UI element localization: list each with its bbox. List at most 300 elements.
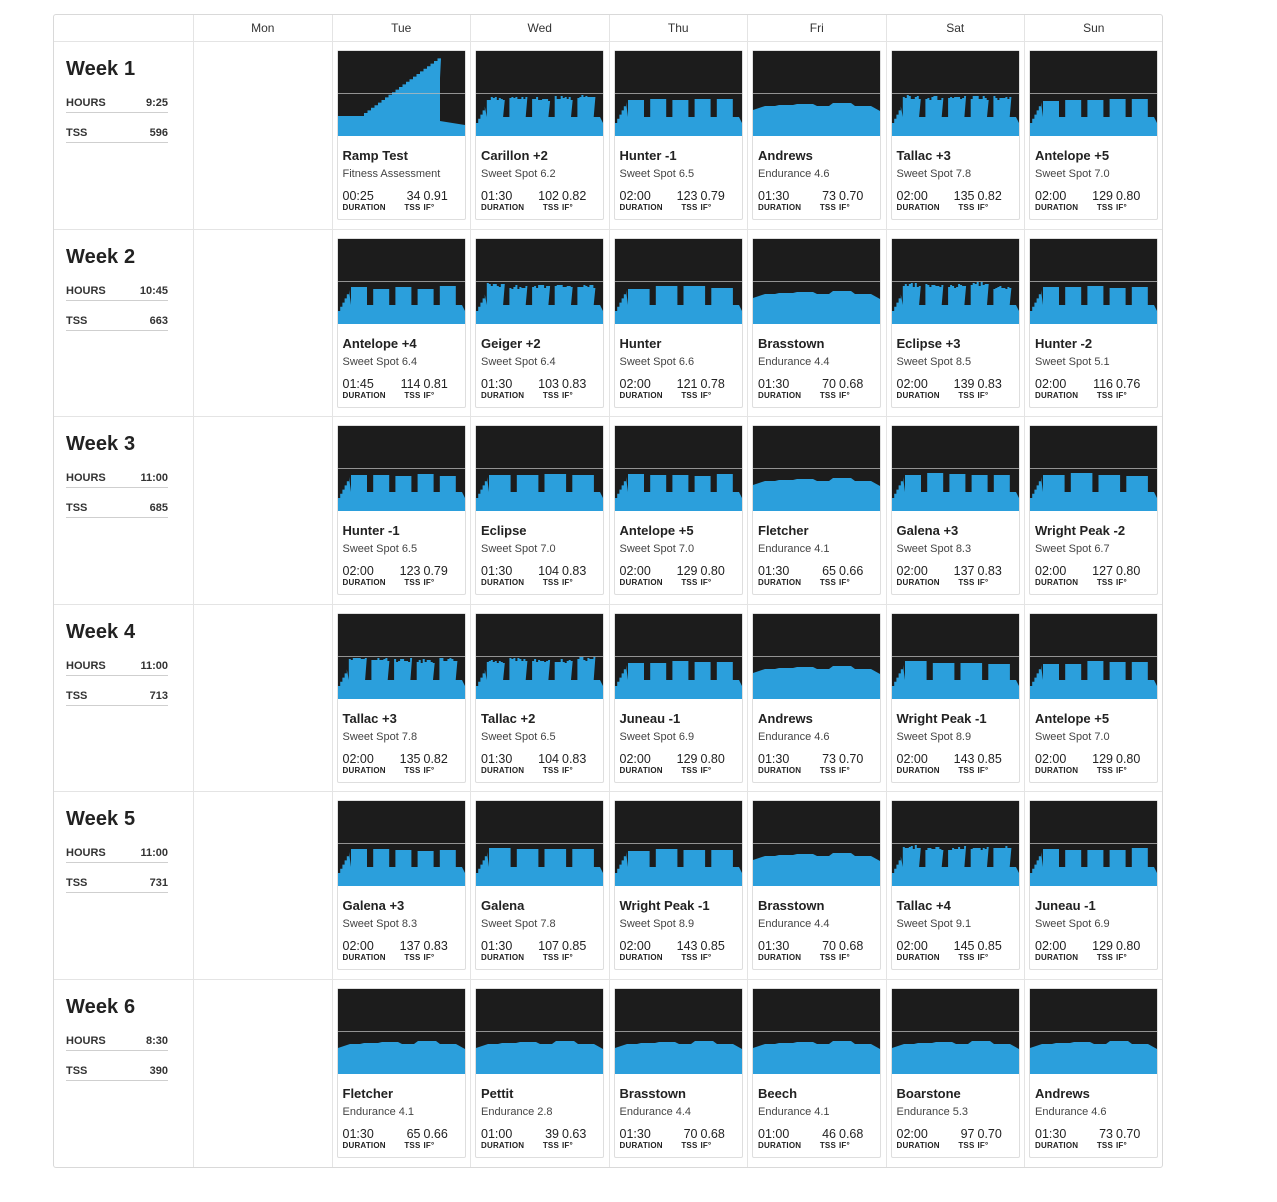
day-cell-fri	[747, 230, 886, 417]
duration-metric	[620, 753, 676, 775]
if-metric	[839, 190, 869, 212]
tss-label: TSS	[1096, 1140, 1113, 1150]
day-cell-sat	[886, 605, 1025, 792]
day-cell-fri	[747, 980, 886, 1168]
tss-value: 129	[1092, 189, 1113, 203]
day-cell-sun	[1024, 417, 1163, 604]
if-label: IF°	[562, 953, 573, 962]
workout-profile-graph	[1030, 614, 1157, 699]
duration-label: DURATION	[1035, 203, 1079, 212]
tss-metric	[537, 190, 559, 212]
duration-value: 02:00	[342, 751, 374, 766]
if-value: 0.68	[839, 1126, 864, 1141]
workout-card[interactable]	[891, 988, 1020, 1158]
workout-card[interactable]	[752, 800, 881, 970]
tss-metric	[814, 753, 836, 775]
duration-metric	[620, 190, 676, 212]
workout-card[interactable]	[337, 425, 466, 595]
workout-profile-area	[1030, 99, 1157, 136]
duration-value: 01:45	[342, 376, 374, 391]
workout-card[interactable]	[752, 425, 881, 595]
workout-card[interactable]	[1029, 50, 1158, 220]
tss-label: TSS	[542, 765, 559, 775]
duration-value: 02:00	[1035, 939, 1067, 953]
if-value: 0.79	[423, 564, 448, 578]
workout-name: Wright Peak -1	[619, 898, 710, 913]
tss-metric	[1091, 378, 1113, 400]
duration-metric	[620, 1128, 676, 1150]
weekday-header-sat: Sat	[886, 15, 1025, 41]
if-metric	[701, 940, 731, 962]
tss-label: TSS	[958, 390, 975, 400]
duration-metric	[758, 753, 814, 775]
week-row	[54, 417, 1162, 605]
if-value: 0.83	[562, 564, 587, 578]
tss-value: 129	[676, 564, 698, 578]
workout-level: Sweet Spot 7.0	[1035, 168, 1110, 180]
workout-details	[476, 898, 603, 962]
workout-details	[1030, 523, 1157, 587]
duration-metric	[897, 940, 953, 962]
workout-metrics	[1035, 753, 1152, 775]
duration-metric	[481, 190, 537, 212]
duration-metric	[481, 940, 537, 962]
workout-metrics	[1035, 940, 1152, 962]
tss-label: TSS	[542, 953, 559, 962]
workout-card[interactable]	[891, 800, 1020, 970]
workout-card[interactable]	[1029, 238, 1158, 408]
tss-metric	[953, 565, 975, 587]
duration-value: 01:30	[758, 751, 790, 766]
workout-profile-graph	[476, 51, 603, 136]
workout-profile-graph	[476, 239, 603, 324]
duration-label: DURATION	[481, 578, 525, 587]
if-metric	[701, 190, 731, 212]
workout-name: Andrews	[1035, 1085, 1090, 1101]
duration-label: DURATION	[342, 1140, 386, 1150]
workout-metrics	[343, 190, 460, 212]
if-label: IF°	[700, 578, 712, 587]
workout-level: Sweet Spot 6.2	[481, 168, 556, 180]
if-metric	[424, 940, 454, 962]
if-label: IF°	[1116, 765, 1127, 775]
if-label: IF°	[839, 765, 850, 775]
duration-value: 02:00	[896, 376, 928, 391]
day-cell-sun	[1024, 792, 1163, 979]
workout-details	[753, 1086, 880, 1150]
hours-label: HOURS	[66, 659, 106, 672]
workout-level: Sweet Spot 6.9	[1035, 918, 1110, 930]
day-cell-sat	[886, 417, 1025, 604]
workout-details	[1030, 1086, 1157, 1150]
if-value: 0.80	[700, 751, 725, 766]
workout-level: Sweet Spot 6.4	[342, 355, 418, 368]
tss-label: TSS	[66, 314, 88, 327]
workout-profile-graph	[476, 989, 603, 1074]
workout-level: Fitness Assessment	[342, 168, 441, 180]
tss-value: 123	[676, 189, 698, 203]
workout-card[interactable]	[891, 238, 1020, 408]
if-metric	[1116, 378, 1146, 400]
tss-metric	[953, 1128, 975, 1150]
tss-metric	[1091, 190, 1113, 212]
if-metric	[1116, 190, 1146, 212]
if-value: 0.68	[700, 1126, 725, 1141]
duration-metric	[1035, 190, 1091, 212]
workout-card[interactable]	[475, 800, 604, 970]
tss-metric	[814, 1128, 836, 1150]
day-cell-thu	[609, 230, 748, 417]
workout-card[interactable]	[614, 425, 743, 595]
if-value: 0.66	[839, 564, 864, 578]
if-value: 0.85	[977, 939, 1002, 953]
tss-metric	[537, 565, 559, 587]
workout-name: Carillon +2	[481, 148, 548, 163]
duration-value: 01:30	[758, 564, 790, 578]
workout-metrics	[620, 565, 737, 587]
if-value: 0.70	[839, 189, 864, 203]
tss-label: TSS	[1096, 953, 1113, 962]
week-summary	[54, 792, 193, 979]
workout-profile-graph	[338, 239, 465, 324]
if-value: 0.85	[700, 939, 725, 953]
tss-value: 34	[406, 189, 421, 203]
workout-profile-graph	[338, 51, 465, 136]
workout-card[interactable]	[337, 800, 466, 970]
tss-label: TSS	[819, 390, 836, 400]
week-hours	[66, 285, 168, 301]
if-label: IF°	[1116, 203, 1127, 212]
week-hours	[66, 472, 168, 488]
duration-label: DURATION	[342, 953, 386, 962]
workout-card[interactable]	[337, 988, 466, 1158]
tss-value: 663	[149, 314, 168, 327]
if-value: 0.80	[1116, 751, 1141, 766]
duration-value: 02:00	[619, 939, 651, 953]
tss-value: 139	[953, 376, 975, 391]
if-value: 0.83	[562, 751, 587, 766]
workout-details	[892, 336, 1019, 400]
workout-card[interactable]	[752, 50, 881, 220]
weekday-header	[54, 15, 1162, 42]
workout-level: Sweet Spot 6.5	[342, 543, 418, 555]
if-value: 0.70	[839, 751, 864, 766]
if-metric	[839, 378, 869, 400]
tss-metric	[814, 190, 836, 212]
workout-level: Sweet Spot 7.8	[481, 918, 556, 930]
day-cell-sun	[1024, 230, 1163, 417]
tss-metric	[676, 753, 698, 775]
week-tss	[66, 877, 168, 893]
workout-metrics	[897, 565, 1014, 587]
workout-card[interactable]	[475, 50, 604, 220]
if-value: 0.82	[562, 189, 587, 203]
workout-name: Galena	[481, 898, 525, 913]
tss-value: 121	[676, 376, 698, 391]
workout-metrics	[481, 190, 598, 212]
duration-label: DURATION	[342, 578, 386, 587]
workout-name: Boarstone	[896, 1085, 961, 1101]
tss-value: 116	[1093, 376, 1113, 391]
workout-level: Sweet Spot 6.9	[619, 730, 695, 743]
duration-label: DURATION	[896, 953, 940, 962]
weeks-container	[54, 42, 1162, 1167]
duration-value: 00:25	[342, 189, 374, 203]
duration-metric	[343, 1128, 399, 1150]
if-value: 0.83	[977, 564, 1002, 578]
tss-value: 137	[953, 564, 975, 578]
workout-card[interactable]	[337, 613, 466, 783]
workout-name: Juneau -1	[1035, 898, 1096, 913]
workout-details	[338, 523, 465, 587]
if-metric	[424, 753, 454, 775]
duration-value: 02:00	[1035, 751, 1067, 766]
workout-metrics	[620, 190, 737, 212]
duration-label: DURATION	[619, 953, 663, 962]
workout-card[interactable]	[1029, 800, 1158, 970]
if-metric	[839, 753, 869, 775]
tss-label: TSS	[542, 203, 559, 212]
if-value: 0.68	[839, 376, 864, 391]
tss-value: 731	[149, 877, 168, 889]
if-metric	[701, 1128, 731, 1150]
workout-profile-area	[476, 1041, 603, 1074]
if-metric	[839, 1128, 869, 1150]
if-label: IF°	[700, 203, 712, 212]
workout-card[interactable]	[337, 50, 466, 220]
tss-metric	[399, 753, 421, 775]
duration-label: DURATION	[758, 765, 802, 775]
workout-details	[615, 898, 742, 962]
workout-profile-area	[1030, 848, 1157, 886]
duration-value: 02:00	[896, 189, 928, 203]
hours-value: 10:45	[139, 284, 168, 297]
duration-metric	[620, 940, 676, 962]
day-cell-fri	[747, 605, 886, 792]
workout-level: Endurance 4.6	[758, 168, 830, 180]
workout-card[interactable]	[891, 425, 1020, 595]
if-metric	[978, 940, 1008, 962]
tss-value: 70	[822, 376, 836, 391]
day-cell-sat	[886, 980, 1025, 1168]
tss-metric	[814, 378, 836, 400]
duration-label: DURATION	[896, 203, 940, 212]
workout-level: Sweet Spot 8.9	[619, 918, 695, 930]
workout-level: Endurance 4.4	[619, 1105, 692, 1118]
week-row	[54, 605, 1162, 793]
tss-value: 713	[149, 689, 168, 702]
duration-metric	[758, 378, 814, 400]
week-tss	[66, 690, 168, 706]
if-label: IF°	[562, 1140, 573, 1150]
duration-value: 02:00	[1035, 189, 1067, 203]
workout-name: Tallac +3	[342, 710, 397, 726]
tss-metric	[676, 378, 698, 400]
if-metric	[562, 1128, 592, 1150]
workout-name: Andrews	[758, 710, 813, 726]
day-cell-wed	[470, 42, 609, 229]
workout-profile-area	[338, 286, 465, 324]
week-hours	[66, 660, 168, 676]
tss-metric	[537, 940, 559, 962]
duration-value: 01:30	[481, 939, 513, 953]
hours-value: 9:25	[145, 97, 168, 109]
workout-profile-graph	[892, 51, 1019, 136]
if-label: IF°	[562, 390, 573, 400]
if-metric	[424, 1128, 454, 1150]
day-cell-thu	[609, 980, 748, 1168]
if-label: IF°	[700, 953, 712, 962]
workout-name: Antelope +5	[619, 523, 694, 538]
day-cell-tue	[332, 417, 471, 604]
workout-card[interactable]	[1029, 988, 1158, 1158]
workout-level: Endurance 4.4	[758, 918, 830, 930]
if-value: 0.80	[1116, 564, 1141, 578]
workout-details	[476, 523, 603, 587]
tss-metric	[676, 1128, 698, 1150]
workout-metrics	[481, 565, 598, 587]
workout-profile-graph	[615, 426, 742, 511]
workout-card[interactable]	[891, 50, 1020, 220]
workout-profile-area	[892, 473, 1019, 511]
duration-metric	[758, 940, 814, 962]
if-label: IF°	[562, 203, 573, 212]
workout-metrics	[343, 378, 460, 400]
weekday-header-mon: Mon	[193, 15, 332, 41]
workout-card[interactable]	[614, 800, 743, 970]
workout-profile-area	[1030, 286, 1157, 324]
tss-metric	[1091, 940, 1113, 962]
workout-level: Endurance 4.6	[758, 730, 830, 743]
workout-details	[615, 148, 742, 212]
workout-profile-graph	[615, 239, 742, 324]
duration-label: DURATION	[481, 390, 525, 400]
workout-metrics	[1035, 565, 1152, 587]
duration-label: DURATION	[758, 953, 802, 962]
day-cell-wed	[470, 417, 609, 604]
tss-metric	[1091, 565, 1113, 587]
if-label: IF°	[1116, 390, 1127, 400]
workout-card[interactable]	[752, 613, 881, 783]
hours-value: 8:30	[145, 1034, 168, 1047]
workout-card[interactable]	[475, 988, 604, 1158]
tss-label: TSS	[681, 765, 698, 775]
workout-details	[892, 898, 1019, 962]
workout-card[interactable]	[614, 238, 743, 408]
workout-card[interactable]	[752, 988, 881, 1158]
workout-level: Sweet Spot 7.0	[481, 543, 556, 555]
duration-value: 02:00	[1035, 376, 1067, 391]
tss-metric	[399, 940, 421, 962]
workout-metrics	[481, 1128, 598, 1150]
workout-card[interactable]	[337, 238, 466, 408]
tss-value: 135	[399, 751, 421, 766]
workout-card[interactable]	[1029, 613, 1158, 783]
workout-card[interactable]	[891, 613, 1020, 783]
duration-value: 01:30	[758, 189, 790, 203]
workout-card[interactable]	[614, 988, 743, 1158]
duration-label: DURATION	[619, 765, 663, 775]
duration-metric	[343, 940, 399, 962]
day-cell-mon	[193, 792, 332, 979]
if-value: 0.83	[977, 376, 1002, 391]
tss-value: 114	[400, 376, 421, 391]
workout-level: Endurance 4.6	[1035, 1105, 1107, 1118]
workout-name: Fletcher	[758, 523, 809, 538]
if-metric	[1116, 565, 1146, 587]
tss-label: TSS	[404, 765, 421, 775]
if-metric	[1116, 940, 1146, 962]
tss-label: TSS	[404, 1140, 421, 1150]
day-cell-mon	[193, 230, 332, 417]
workout-card[interactable]	[475, 613, 604, 783]
workout-name: Brasstown	[619, 1085, 686, 1101]
workout-card[interactable]	[1029, 425, 1158, 595]
workout-card[interactable]	[752, 238, 881, 408]
tss-label: TSS	[404, 203, 421, 212]
day-cell-thu	[609, 417, 748, 604]
workout-name: Eclipse	[481, 523, 527, 538]
workout-name: Eclipse +3	[896, 335, 961, 351]
duration-value: 02:00	[619, 189, 651, 203]
tss-value: 70	[822, 939, 836, 953]
week-tss	[66, 315, 168, 331]
workout-card[interactable]	[614, 613, 743, 783]
duration-label: DURATION	[1035, 1140, 1079, 1150]
duration-label: DURATION	[758, 390, 802, 400]
workout-level: Sweet Spot 6.7	[1035, 543, 1110, 555]
tss-label: TSS	[1096, 578, 1113, 587]
tss-label: TSS	[681, 1140, 698, 1150]
if-label: IF°	[423, 203, 435, 212]
week-title: Week 1	[66, 58, 136, 80]
duration-label: DURATION	[619, 1140, 663, 1150]
duration-metric	[343, 190, 399, 212]
workout-metrics	[758, 565, 875, 587]
if-label: IF°	[700, 765, 712, 775]
duration-value: 01:30	[1035, 1126, 1067, 1141]
workout-metrics	[1035, 378, 1152, 400]
hours-label: HOURS	[66, 284, 106, 297]
tss-value: 123	[399, 564, 421, 578]
day-cell-mon	[193, 417, 332, 604]
workout-name: Hunter -1	[619, 148, 677, 163]
workout-metrics	[620, 378, 737, 400]
if-label: IF°	[977, 1140, 989, 1150]
workout-profile-area	[615, 99, 742, 136]
tss-value: 129	[1092, 751, 1113, 766]
duration-value: 01:30	[481, 751, 513, 766]
workout-card[interactable]	[475, 238, 604, 408]
workout-profile-area	[615, 474, 742, 511]
workout-details	[753, 523, 880, 587]
workout-profile-graph	[1030, 801, 1157, 886]
workout-level: Endurance 2.8	[481, 1105, 553, 1118]
workout-metrics	[897, 190, 1014, 212]
tss-label: TSS	[404, 953, 421, 962]
workout-card[interactable]	[475, 425, 604, 595]
workout-metrics	[897, 753, 1014, 775]
training-plan-calendar	[53, 14, 1163, 1168]
duration-label: DURATION	[896, 390, 940, 400]
if-value: 0.70	[1116, 1126, 1141, 1141]
if-label: IF°	[839, 1140, 850, 1150]
workout-details	[753, 336, 880, 400]
workout-card[interactable]	[614, 50, 743, 220]
workout-profile-graph	[892, 426, 1019, 511]
week-hours	[66, 97, 168, 113]
if-metric	[562, 940, 592, 962]
